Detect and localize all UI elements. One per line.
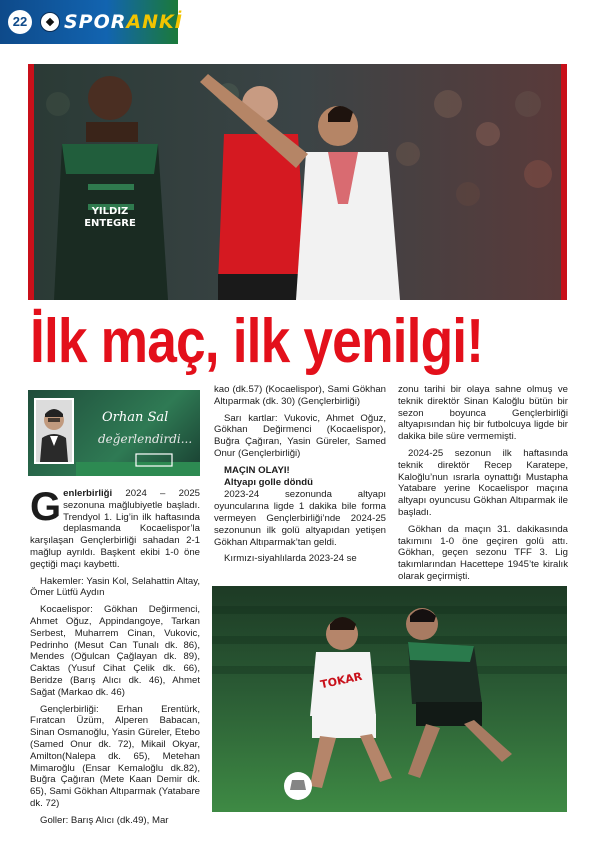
goals-continued: kao (dk.57) (Kocaelispor), Sami Gökhan Altıparmak (dk. 30) (Gençlerbirliği) xyxy=(214,384,386,407)
section-brand xyxy=(64,11,183,33)
football-icon xyxy=(40,12,60,32)
event-paragraph-2-start: Kırmızı-siyahlılarda 2023-24 se xyxy=(224,553,357,565)
brand-accent: ANKİ xyxy=(126,11,183,33)
event-paragraph-3: 2024-25 sezonun ilk haftasında teknik direktör Recep Karatepe, Kaloğlu’nun ısrarla oynattığı Mustapha Yatabare yerine Kocaelispor maçına altyapı oyuncusu Gökhan Altıparmak ile başladı. xyxy=(398,447,568,518)
article-column-2 xyxy=(214,384,386,570)
goals-start: Goller: Barış Alıcı (dk.49), Mar xyxy=(40,814,169,826)
top-match-photo xyxy=(28,64,567,300)
columnist-subtitle: değerlendirdi... xyxy=(98,432,193,446)
page-header xyxy=(0,0,595,44)
columnist-name: Orhan Sal xyxy=(102,410,169,425)
yellow-cards: Sarı kartlar: Vukovic, Ahmet Oğuz, Gökhan Değirmenci (Kocaelispor), Buğra Çağıran, Yasin Güreler, Samed Onur (Gençlerbirliği) xyxy=(214,412,386,459)
article-column-3 xyxy=(398,384,568,588)
event-heading: MAÇIN OLAYI! xyxy=(224,464,290,476)
bottom-match-photo xyxy=(212,586,567,812)
event-paragraph-1: 2023-24 sezonunda altyapı oyuncularına ligde 1 dakika bile forma vermeyen Gençlerbirliği’nde 2024-25 sezonunun ilk golü altyapıdan yetişen Gökhan Altıparmak’tan geldi. xyxy=(214,489,386,548)
lead-text: 2024 – 2025 sezonuna mağlubiyetle başladı. Trendyol 1. Lig’in ilk haftasında deplasmanda Kocaelispor’la karşılaşan Gençlerbirliği sahadan 2-1 mağlup ayrıldı. Başkent ekibi 1-0 öne geçtiği maçı kaybetti. xyxy=(30,488,200,570)
pitch-decoration xyxy=(76,448,200,476)
event-paragraph-2-continued: zonu tarihi bir olaya sahne olmuş ve teknik direktör Sinan Kaloğlu bütün bir sezon boyunca Gençlerbirliği altyapısından hiç bir futbolcuya ligde bir dakika bile süre vermemişti. xyxy=(398,384,568,443)
top-photo-illustration xyxy=(28,64,567,300)
article-lead xyxy=(30,485,200,571)
jersey-text-bottom: TOKAR xyxy=(319,669,364,692)
headline: İlk maç, ilk yenilgi! xyxy=(30,307,484,376)
lead-bold: enlerbirliği xyxy=(63,488,113,499)
event-subheading: Altyapı golle döndü xyxy=(224,476,314,488)
drop-cap: G xyxy=(30,485,62,529)
event-paragraph-4: Gökhan da maçın 31. dakikasında takımını 1-0 öne geçiren golü attı. Gökhan, geçen sezonu TFF 3. Lig takımlarından Hacettepe 1945’te kiralık olarak geçirmişti. xyxy=(398,523,568,582)
columnist-portrait-icon xyxy=(36,400,72,462)
page-number: 22 xyxy=(8,10,32,34)
referees: Hakemler: Yasin Kol, Selahattin Altay, Ömer Lütfü Aydın xyxy=(30,575,200,599)
genclerbirligi-lineup: Gençlerbirliği: Erhan Erentürk, Fıratcan Üzüm, Alperen Babacan, Sinan Osmanoğlu, Yasin Güreler, Etebo (Samed Onur dk. 72), Mikail Okyar, Amilton(Nalepa dk. 65), Metehan Mimaroğlu (Ensar Kemaloğlu dk.82), Buğra Çağıran (Mete Kaan Demir dk. 65), Sami Gökhan Altıparmak (Yatabare dk. 72) xyxy=(30,703,200,809)
jersey-text-1: YILDIZ xyxy=(91,206,129,217)
jersey-text-2: ENTEGRE xyxy=(84,218,136,229)
brand-main: SPOR xyxy=(64,11,127,33)
article-column-1 xyxy=(30,485,200,832)
kocaelispor-lineup: Kocaelispor: Gökhan Değirmenci, Ahmet Oğuz, Appindangoye, Tarkan Serbest, Muharrem Cinan, Vukovic, Pedrinho (Mesut Can Tunalı dk. 86), Mendes (Oğulcan Çağlayan dk. 89), Caktas (Yusuf Cihat Çelik dk. 66), Beridze (Barış Alıcı dk. 46), Ahmet Sağat (Markao dk. 46) xyxy=(30,604,200,698)
columnist-card xyxy=(28,390,200,476)
bottom-photo-illustration xyxy=(212,586,567,812)
columnist-photo xyxy=(34,398,74,464)
